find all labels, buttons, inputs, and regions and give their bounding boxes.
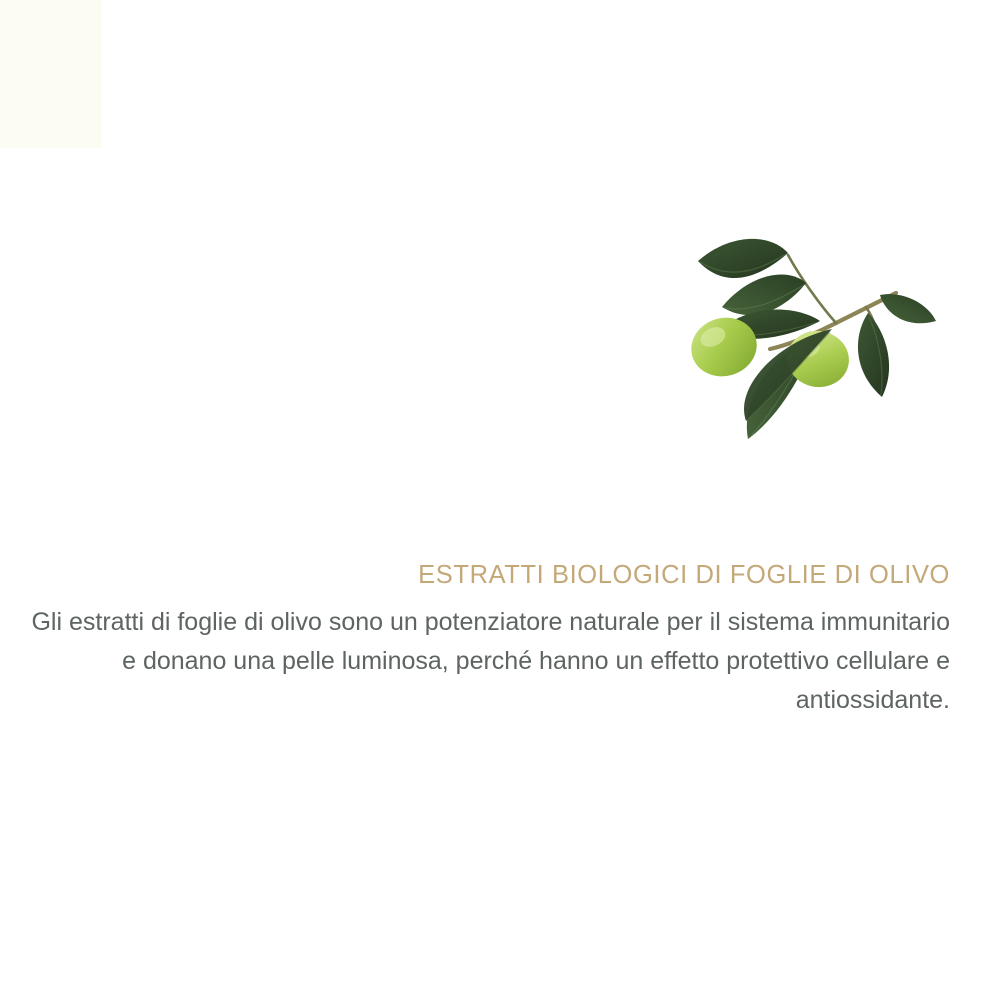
corner-color-swatch (0, 0, 102, 148)
section-body-text: Gli estratti di foglie di olivo sono un potenziatore naturale per il sistema immunitario e donano una pelle luminosa, perché hanno un effetto protettivo cellulare e antiossidante. (31, 607, 950, 714)
section-eyebrow: ESTRATTI BIOLOGICI DI FOGLIE DI OLIVO (418, 561, 950, 589)
olive-branch-image (660, 225, 950, 480)
text-block (20, 560, 950, 720)
